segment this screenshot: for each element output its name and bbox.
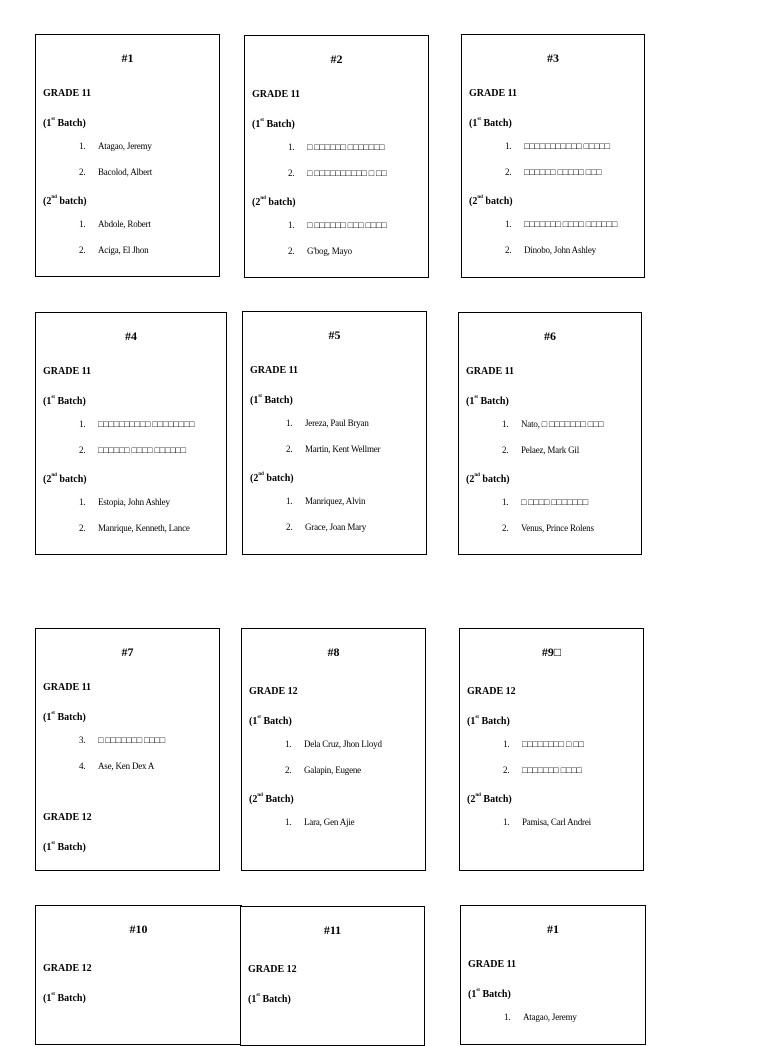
student-list-item (252, 218, 428, 244)
group-card (35, 34, 220, 277)
grade-heading: GRADE 12 (43, 812, 92, 823)
student-list-item (469, 165, 644, 191)
student-list-item (250, 520, 426, 546)
group-card (35, 312, 227, 555)
student-name: Pelaez, Mark Gil (521, 445, 580, 455)
item-number: 1. (285, 817, 292, 827)
batch-heading: (1st Batch) (248, 993, 291, 1005)
student-name: □□□□□□□□□□ □□□□□□□□ (98, 419, 195, 429)
batch-heading: (2nd batch) (43, 195, 87, 207)
student-name: □ □□□□□□□□□□ □ □□ (307, 168, 387, 178)
student-list-item (249, 763, 425, 789)
batch-heading: (1st Batch) (466, 395, 509, 407)
student-name: □□□□□□□□ □ □□ (522, 739, 584, 749)
student-list-item (469, 217, 644, 243)
group-card (242, 311, 427, 555)
card-title: #11 (323, 923, 342, 937)
card-title: #6 (544, 329, 556, 343)
student-list-item (249, 737, 425, 763)
item-number: 1. (502, 497, 509, 507)
item-number: 1. (288, 142, 295, 152)
item-number: 3. (79, 735, 86, 745)
student-list-item (249, 815, 425, 841)
grade-heading: GRADE 12 (249, 686, 298, 697)
student-name: □ □□□□□□ □□□□□□□ (307, 142, 385, 152)
student-list-item (467, 815, 643, 841)
student-list-item (43, 443, 226, 469)
student-list-item (43, 417, 226, 443)
item-number: 1. (502, 419, 509, 429)
student-name: Aciga, El Jhon (98, 245, 149, 255)
item-number: 2. (502, 445, 509, 455)
student-name: Grace, Joan Mary (305, 522, 367, 532)
student-name: □□□□□□ □□□□ □□□□□□ (98, 445, 186, 455)
batch-heading: (1st Batch) (468, 988, 511, 1000)
item-number: 1. (79, 497, 86, 507)
card-title: #4 (125, 329, 137, 343)
card-title: #10 (129, 922, 148, 936)
card-title: #8 (327, 645, 340, 659)
item-number: 2. (286, 444, 293, 454)
grade-heading: GRADE 11 (43, 682, 92, 693)
batch-heading: (1st Batch) (43, 117, 86, 129)
student-name: Ase, Ken Dex A (98, 761, 155, 771)
item-number: 1. (286, 418, 293, 428)
student-list-item (466, 443, 641, 469)
student-name: Pamisa, Carl Andrei (522, 817, 591, 827)
student-name: Estopia, John Ashley (98, 497, 170, 507)
group-card (35, 905, 242, 1045)
student-list-item (43, 243, 219, 269)
grade-heading: GRADE 12 (248, 964, 297, 975)
grade-heading: GRADE 11 (469, 88, 518, 99)
group-card (244, 35, 429, 278)
item-number: 4. (79, 761, 86, 771)
student-list-item (250, 494, 426, 520)
batch-heading: (1st Batch) (43, 841, 86, 853)
item-number: 2. (79, 445, 86, 455)
student-name: Galapin, Eugene (304, 765, 361, 775)
item-number: 1. (505, 141, 512, 151)
item-number: 2. (502, 523, 509, 533)
batch-heading: (1st Batch) (43, 711, 86, 723)
group-card (240, 906, 425, 1046)
item-number: 2. (288, 168, 295, 178)
card-title: #1 (547, 922, 559, 936)
card-title: #1 (121, 51, 134, 65)
group-card (459, 628, 644, 871)
batch-heading: (2nd batch) (250, 472, 294, 484)
grade-heading: GRADE 11 (250, 365, 299, 376)
student-list-item (252, 166, 428, 192)
student-list-item (43, 217, 219, 243)
student-list-item (43, 521, 226, 547)
item-number: 2. (285, 765, 292, 775)
card-title: #9□ (541, 645, 562, 659)
item-number: 1. (503, 739, 510, 749)
student-name: □□□□□□ □□□□□ □□□ (524, 167, 602, 177)
batch-heading: (2nd batch) (252, 196, 296, 208)
group-card (241, 628, 426, 871)
card-title: #7 (121, 645, 134, 659)
item-number: 1. (79, 219, 86, 229)
item-number: 2. (79, 245, 86, 255)
student-list-item (252, 140, 428, 166)
item-number: 1. (79, 141, 86, 151)
item-number: 2. (505, 245, 512, 255)
grade-heading: GRADE 11 (43, 88, 92, 99)
student-list-item (250, 442, 426, 468)
student-name: Martin, Kent Wellmer (305, 444, 381, 454)
student-list-item (43, 495, 226, 521)
item-number: 2. (79, 167, 86, 177)
batch-heading: (2nd batch) (43, 473, 87, 485)
student-name: Manriquez, Alvin (305, 496, 366, 506)
group-card (461, 34, 645, 278)
grade-heading: GRADE 12 (43, 963, 92, 974)
grade-heading: GRADE 11 (252, 89, 301, 100)
item-number: 1. (286, 496, 293, 506)
student-name: Dela Cruz, Jhon Lloyd (304, 739, 382, 749)
student-name: Atagao, Jeremy (98, 141, 152, 151)
student-list-item (250, 416, 426, 442)
card-title: #5 (328, 328, 341, 342)
item-number: 1. (285, 739, 292, 749)
item-number: 2. (79, 523, 86, 533)
batch-heading: (2nd batch) (466, 473, 510, 485)
batch-heading: (1st Batch) (43, 992, 86, 1004)
item-number: 2. (288, 246, 295, 256)
student-list-item (466, 495, 641, 521)
student-list-item (467, 763, 643, 789)
batch-heading: (1st Batch) (467, 715, 510, 727)
student-name: Jereza, Paul Bryan (305, 418, 369, 428)
item-number: 1. (288, 220, 295, 230)
student-name: □□□□□□□ □□□□ □□□□□□ (524, 219, 618, 229)
batch-heading: (1st Batch) (469, 117, 512, 129)
student-list-item (469, 139, 644, 165)
item-number: 1. (505, 219, 512, 229)
student-list-item (43, 759, 219, 785)
student-name: □□□□□□□□□□□ □□□□□ (524, 141, 610, 151)
student-list-item (466, 521, 641, 547)
group-card (460, 905, 646, 1045)
batch-heading: (2nd batch) (469, 195, 513, 207)
grade-heading: GRADE 12 (467, 686, 516, 697)
student-name: □ □□□□□□□ □□□□ (98, 735, 165, 745)
card-title: #3 (547, 51, 559, 65)
grade-heading: GRADE 11 (43, 366, 92, 377)
student-list-item (43, 165, 219, 191)
student-list-item (252, 244, 428, 270)
student-list-item (467, 737, 643, 763)
group-card (35, 628, 220, 871)
batch-heading: (1st Batch) (252, 118, 295, 130)
item-number: 1. (503, 817, 510, 827)
group-card (458, 312, 642, 555)
batch-heading: (2nd Batch) (467, 793, 512, 805)
student-list-item (43, 139, 219, 165)
student-list-item (43, 733, 219, 759)
student-name: Manrique, Kenneth, Lance (98, 523, 190, 533)
batch-heading: (1st Batch) (43, 395, 86, 407)
card-title: #2 (330, 52, 343, 66)
batch-heading: (1st Batch) (250, 394, 293, 406)
student-name: Nato, □ □□□□□□□ □□□ (521, 419, 604, 429)
item-number: 2. (503, 765, 510, 775)
student-name: □ □□□□□□ □□□ □□□□ (307, 220, 387, 230)
student-name: Dinobo, John Ashley (524, 245, 596, 255)
item-number: 2. (505, 167, 512, 177)
student-name: Abdole, Robert (98, 219, 151, 229)
student-name: □ □□□□ □□□□□□□ (521, 497, 588, 507)
student-list-item (469, 243, 644, 269)
grade-heading: GRADE 11 (468, 959, 517, 970)
student-list-item (468, 1010, 645, 1036)
student-list-item (466, 417, 641, 443)
batch-heading: (1st Batch) (249, 715, 292, 727)
item-number: 2. (286, 522, 293, 532)
item-number: 1. (79, 419, 86, 429)
student-name: □□□□□□□ □□□□ (522, 765, 582, 775)
student-name: Lara, Gen Ajie (304, 817, 355, 827)
grade-heading: GRADE 11 (466, 366, 515, 377)
student-name: Bacolod, Albert (98, 167, 152, 177)
student-name: Atagao, Jeremy (523, 1012, 577, 1022)
student-name: Venus, Prince Rolens (521, 523, 594, 533)
student-name: G'bog, Mayo (307, 246, 352, 256)
item-number: 1. (504, 1012, 511, 1022)
batch-heading: (2nd Batch) (249, 793, 294, 805)
